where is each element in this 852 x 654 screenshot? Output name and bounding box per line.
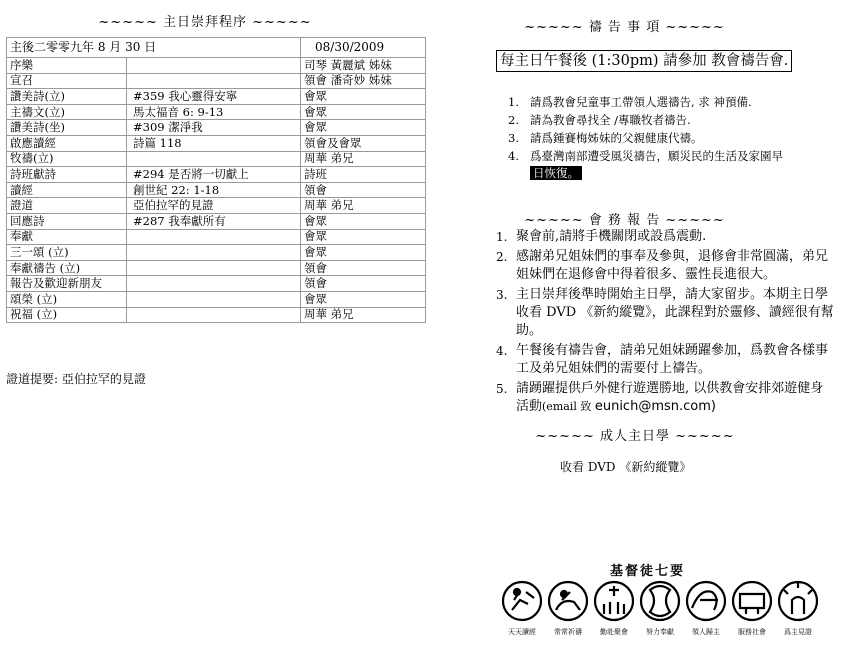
affairs-title: ~~~~~ 會 務 報 告 ~~~~~ xyxy=(524,213,725,228)
program-person: 會眾 xyxy=(301,245,426,261)
prayer-item-number: 2. xyxy=(508,113,519,127)
program-item: 頌榮 (立) xyxy=(7,291,127,307)
program-row xyxy=(7,104,426,120)
essential-label: 天天讀經 xyxy=(508,628,536,636)
affairs-item xyxy=(496,248,836,284)
prayer-item-text: 請爲鍾賽梅姊妹的父親健康代禱。 xyxy=(530,131,703,145)
affairs-item-number: 4. xyxy=(496,344,508,358)
seven-essentials-title: 基督徒七要 xyxy=(610,564,686,579)
program-item: 奉獻 xyxy=(7,229,127,245)
program-person: 會眾 xyxy=(301,89,426,105)
affairs-item xyxy=(496,286,836,340)
sunday-school-title: ~~~~~ 成人主日學 ~~~~~ xyxy=(535,429,735,444)
prayer-item xyxy=(508,148,838,182)
program-item: 宣召 xyxy=(7,73,127,89)
program-content: 詩篇 118 xyxy=(127,135,301,151)
program-content xyxy=(127,291,301,307)
program-content: #309 潔淨我 xyxy=(127,120,301,136)
worship-program-table xyxy=(6,37,426,323)
affairs-item xyxy=(496,228,836,246)
program-person: 會眾 xyxy=(301,120,426,136)
program-item: 序樂 xyxy=(7,58,127,74)
prayer-item-text: 請爲教會兒童事工帶領人選禱告, 求 神預備. xyxy=(530,95,752,109)
program-content: 馬太福音 6: 9-13 xyxy=(127,104,301,120)
email-link[interactable]: eunich@msn.com xyxy=(594,399,711,414)
community-service-icon xyxy=(733,582,771,620)
essential-label: 努力奉獻 xyxy=(646,628,674,636)
program-person: 周華 弟兄 xyxy=(301,307,426,323)
prayer-item-number: 3. xyxy=(508,131,519,145)
affairs-item-number: 1. xyxy=(496,230,508,244)
program-item: 牧禱(立) xyxy=(7,151,127,167)
evangelism-icon xyxy=(687,582,725,620)
program-row xyxy=(7,89,426,105)
program-person: 司琴 黃麗斌 姊妹 xyxy=(301,58,426,74)
affairs-item-text: 聚會前,請將手機關閉或設爲震動. xyxy=(516,229,707,244)
program-person: 詩班 xyxy=(301,167,426,183)
church-attendance-icon xyxy=(595,582,633,620)
program-row xyxy=(7,260,426,276)
program-person: 會眾 xyxy=(301,291,426,307)
program-content xyxy=(127,260,301,276)
affairs-item-text: 午餐後有禱告會，請弟兄姐妹踴躍參加，爲教會各樣事工及弟兄姐妹們的需要付上禱告。 xyxy=(516,343,829,376)
program-item: 祝福 (立) xyxy=(7,307,127,323)
program-item: 啟應讀經 xyxy=(7,135,127,151)
seven-essentials-labels xyxy=(500,627,820,637)
email-prefix: (email 致 xyxy=(542,400,595,413)
program-row xyxy=(7,213,426,229)
program-content xyxy=(127,245,301,261)
affairs-item-number: 3. xyxy=(496,288,508,302)
date-numeric: 08/30/2009 xyxy=(301,38,426,58)
program-row xyxy=(7,307,426,323)
affairs-item-number: 2. xyxy=(496,250,508,264)
program-row xyxy=(7,167,426,183)
witness-icon xyxy=(779,582,817,620)
prayer-meeting-banner: 每主日午餐後 (1:30pm) 請參加 教會禱告會. xyxy=(496,50,792,72)
program-content xyxy=(127,151,301,167)
prayer-title: ~~~~~ 禱 告 事 項 ~~~~~ xyxy=(524,20,725,35)
prayer-item xyxy=(508,112,838,129)
program-content: 亞伯拉罕的見證 xyxy=(127,198,301,214)
program-content xyxy=(127,307,301,323)
program-person: 領會 xyxy=(301,182,426,198)
affairs-item-text: 主日崇拜後準時開始主日學，請大家留步。本期主日學收看 DVD 《新約縱覽》，此課程對於靈修、讀經很有幫助。 xyxy=(516,287,834,338)
program-person: 領會 潘奇妙 姊妹 xyxy=(301,73,426,89)
essential-label: 服務社會 xyxy=(738,628,766,636)
program-item: 報告及歡迎新朋友 xyxy=(7,276,127,292)
program-content xyxy=(127,229,301,245)
affairs-list xyxy=(496,228,836,418)
program-item: 證道 xyxy=(7,198,127,214)
program-content: #287 我奉獻所有 xyxy=(127,213,301,229)
program-row xyxy=(7,229,426,245)
date-text: 主後二零零九年 8 月 30 日 xyxy=(7,38,301,58)
program-person: 會眾 xyxy=(301,104,426,120)
prayer-item-highlight: 日恢復。 xyxy=(530,166,582,180)
program-row xyxy=(7,291,426,307)
essential-label: 領人歸主 xyxy=(692,628,720,636)
sunday-school-dvd: 收看 DVD 《新約縱覽》 xyxy=(560,460,692,474)
prayer-item xyxy=(508,94,838,111)
sermon-outline: 證道提要: 亞伯拉罕的見證 xyxy=(6,372,146,386)
program-item: 詩班獻詩 xyxy=(7,167,127,183)
giving-icon xyxy=(641,582,679,620)
essential-label: 常常祈禱 xyxy=(554,628,582,636)
program-row xyxy=(7,73,426,89)
program-content: 創世紀 22: 1-18 xyxy=(127,182,301,198)
prayer-item xyxy=(508,130,838,147)
program-person: 領會 xyxy=(301,276,426,292)
program-person: 會眾 xyxy=(301,213,426,229)
program-row xyxy=(7,198,426,214)
prayer-list xyxy=(508,94,838,183)
program-person: 會眾 xyxy=(301,229,426,245)
praying-icon xyxy=(549,582,587,620)
program-content xyxy=(127,73,301,89)
prayer-item-number: 1. xyxy=(508,95,519,109)
program-row xyxy=(7,182,426,198)
program-row xyxy=(7,151,426,167)
program-row xyxy=(7,120,426,136)
program-item: 讀經 xyxy=(7,182,127,198)
program-row xyxy=(7,245,426,261)
affairs-item-number: 5. xyxy=(496,382,508,396)
affairs-item xyxy=(496,380,836,416)
essential-label: 勤赴聚會 xyxy=(600,628,628,636)
program-content xyxy=(127,276,301,292)
program-person: 周華 弟兄 xyxy=(301,198,426,214)
program-title: ~~~~~ 主日崇拜程序 ~~~~~ xyxy=(98,15,312,30)
prayer-item-text: 請為教會尋找全 /專職牧者禱告. xyxy=(530,113,691,127)
program-person: 領會 xyxy=(301,260,426,276)
program-row xyxy=(7,58,426,74)
program-person: 周華 弟兄 xyxy=(301,151,426,167)
program-item: 主禱文(立) xyxy=(7,104,127,120)
program-content: #359 我心靈得安寧 xyxy=(127,89,301,105)
reading-bible-icon xyxy=(503,582,541,620)
program-item: 奉獻禱告 (立) xyxy=(7,260,127,276)
seven-essentials-icons xyxy=(500,580,820,622)
essential-label: 爲主見證 xyxy=(784,628,812,636)
program-item: 回應詩 xyxy=(7,213,127,229)
prayer-item-number: 4. xyxy=(508,149,519,163)
email-suffix: ) xyxy=(710,399,716,414)
program-row xyxy=(7,276,426,292)
program-content xyxy=(127,58,301,74)
program-content: #294 是否將一切獻上 xyxy=(127,167,301,183)
prayer-item-text: 爲臺灣南部遭受風災禱告，願災民的生活及家園早 xyxy=(530,149,783,163)
program-item: 讚美詩(坐) xyxy=(7,120,127,136)
program-item: 讚美詩(立) xyxy=(7,89,127,105)
affairs-item-text: 請踴躍提供戶外健行遊選勝地, 以供教會安排郊遊健身活動 xyxy=(516,381,824,414)
affairs-item-text: 感謝弟兄姐妹們的事奉及參與，退修會非常圓滿，弟兄姐妹們在退修會中得着很多、靈性長進很大。 xyxy=(516,249,829,282)
program-item: 三一頌 (立) xyxy=(7,245,127,261)
program-date-row xyxy=(7,38,426,58)
affairs-item xyxy=(496,342,836,378)
program-row xyxy=(7,135,426,151)
program-person: 領會及會眾 xyxy=(301,135,426,151)
